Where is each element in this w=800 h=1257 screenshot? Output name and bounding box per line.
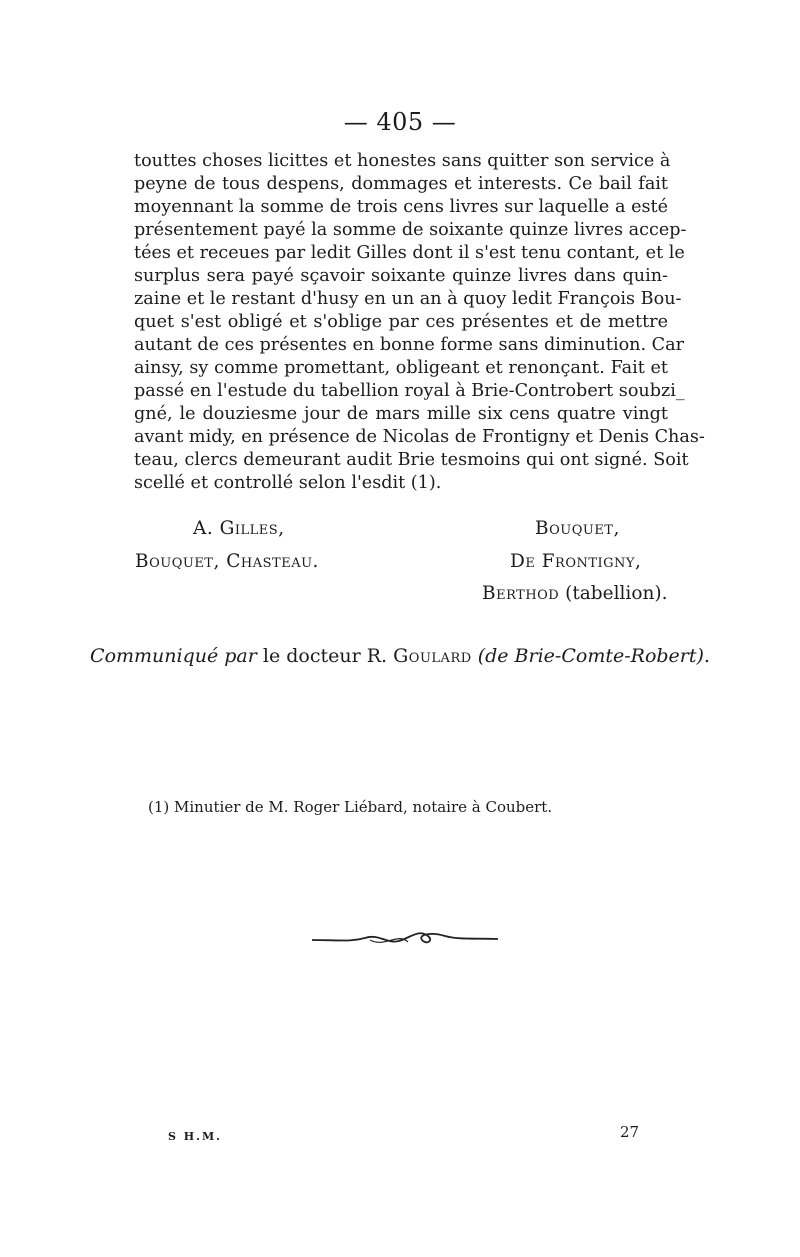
text-line: passé en l'estude du tabellion royal à Brie-Controbert soubzi_ [134,381,685,401]
text-line: présentement payé la somme de soixante quinze livres accep- [134,220,687,240]
text-line: avant midy, en présence de Nicolas de Frontigny et Denis Chas- [134,427,705,447]
text-line: teau, clercs demeurant audit Brie tesmoins qui ont signé. Soit [134,450,689,470]
signature-berthod [482,580,668,608]
text-line: scellé et controllé selon l'esdit (1). [134,473,442,493]
footnote: (1) Minutier de M. Roger Liébard, notaire à Coubert. [148,798,553,816]
text-line: peyne de tous despens, dommages et interests. Ce bail fait [134,174,668,194]
page-number: — 405 — [343,108,457,136]
communication-suffix: (de Brie-Comte-Robert). [477,645,710,667]
text-line: gné, le douziesme jour de mars mille six cens quatre vingt [134,404,668,424]
text-line: moyennant la somme de trois cens livres sur laquelle a esté [134,197,668,217]
communication-line [0,645,800,667]
communication-name: Goulard [393,645,472,667]
text-line: surplus sera payé sçavoir soixante quinze livres dans quin- [134,266,668,286]
text-line: tées et receues par ledit Gilles dont il s'est tenu contant, et le [134,243,685,263]
text-line: touttes choses licittes et honestes sans quitter son service à [134,151,671,171]
communication-middle: le docteur R. [256,645,394,667]
signature-berthod-role: (tabellion). [565,583,668,604]
footer-sheet-number: 27 [620,1123,640,1141]
text-line: ainsy, sy comme promettant, obligeant et renonçant. Fait et [134,358,668,378]
signature-bouquet-chasteau: Bouquet, Chasteau. [135,551,319,572]
signature-bouquet: Bouquet, [535,518,620,539]
text-line: quet s'est obligé et s'oblige par ces présentes et de mettre [134,312,668,332]
text-line: zaine et le restant d'husy en un an à quoy ledit François Bou- [134,289,682,309]
ornament-divider [310,918,500,958]
signature-de-frontigny: De Frontigny, [510,551,642,572]
text-line: autant de ces présentes en bonne forme sans diminution. Car [134,335,685,355]
signature-berthod-name: Berthod [482,583,560,604]
signature-gilles: A. Gilles, [193,518,285,539]
communication-prefix: Communiqué par [90,645,257,667]
footer-signature-mark: S H.M. [168,1130,223,1143]
body-text [134,150,705,495]
